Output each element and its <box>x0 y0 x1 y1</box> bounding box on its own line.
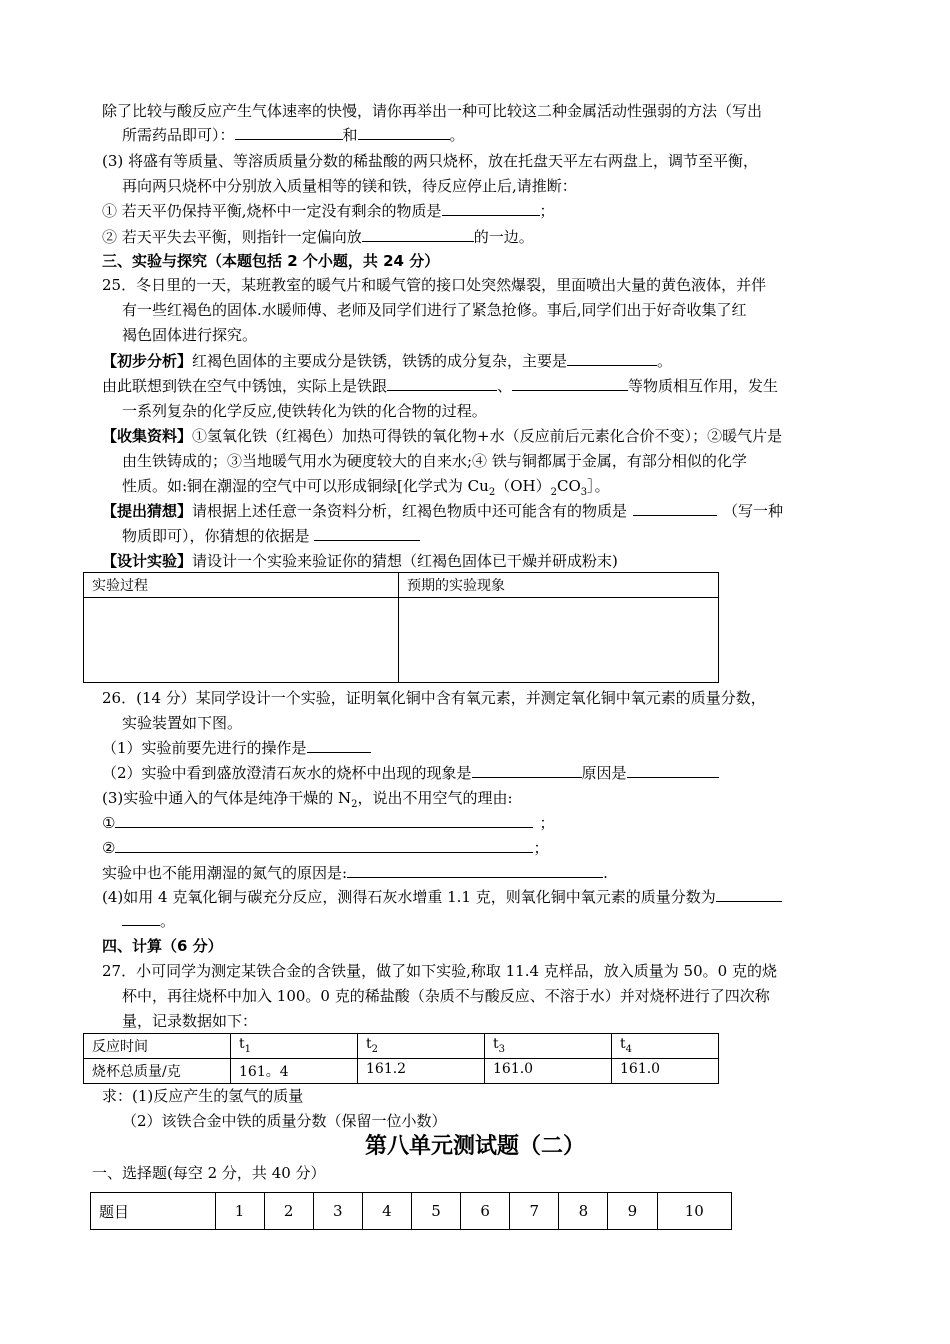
subscript: 3 <box>498 1043 506 1055</box>
mass-cell: 161.0 <box>485 1059 612 1084</box>
q24-case2 <box>102 226 534 248</box>
grid-number: 4 <box>362 1193 411 1230</box>
q26-reason1 <box>102 812 554 834</box>
grid-number: 1 <box>215 1193 264 1230</box>
answer-blank[interactable] <box>235 124 343 140</box>
table-header: 预期的实验现象 <box>399 573 719 598</box>
answer-blank[interactable] <box>115 837 533 853</box>
q24-part3-line2: 再向两只烧杯中分别放入质量相等的镁和铁，待反应停止后,请推断： <box>122 177 577 195</box>
q26-part1 <box>102 737 371 759</box>
q26-part2-reason: 原因是 <box>581 764 627 782</box>
subscript: 2 <box>550 487 557 498</box>
q26-part2 <box>102 762 719 784</box>
q27-line3: 量，记录数据如下： <box>122 1012 258 1030</box>
q26-part4-text: (4)如用 4 克氧化铜与碳充分反应，测得石灰水增重 1.1 克，则氧化铜中氧元素的质量分数为 <box>102 888 716 906</box>
answer-blank[interactable] <box>115 812 533 828</box>
q26-wet-text: 实验中也不能用潮湿的氮气的原因是: <box>102 864 348 882</box>
table-header: 实验过程 <box>84 573 399 598</box>
q24-case1 <box>102 200 555 222</box>
subscript: 2 <box>351 799 358 810</box>
q25-relate-line2: 一系列复杂的化学反应,使铁转化为铁的化合物的过程。 <box>122 402 487 420</box>
q26-reason2-end: ； <box>533 839 549 857</box>
answer-blank[interactable] <box>567 350 657 366</box>
q24-and: 和 <box>342 126 358 144</box>
mass-cell: 161.2 <box>358 1059 485 1084</box>
time-cell <box>612 1034 719 1059</box>
answer-blank[interactable] <box>512 375 628 391</box>
answer-cell[interactable] <box>399 598 719 683</box>
time-symbol: t <box>239 1036 245 1052</box>
answer-blank[interactable] <box>472 762 582 778</box>
section3-heading: 三、实验与探究（本题包括 2 个小题，共 24 分） <box>102 252 440 270</box>
section4-heading: 四、计算（6 分） <box>102 937 223 955</box>
mass-table <box>83 1033 719 1084</box>
collect-line3-a: 性质。如:铜在潮湿的空气中可以形成铜绿[化学式为 Cu <box>122 477 489 495</box>
guess-basis: 物质即可），你猜想的依据是 <box>122 527 310 545</box>
q25-line2: 有一些红褐色的固体.水暖师傅、老师及同学们进行了紧急抢修。事后,同学们出于好奇收集了红 <box>122 301 747 319</box>
subscript: 4 <box>625 1043 633 1055</box>
q25-line3: 褐色固体进行探究。 <box>122 326 258 344</box>
time-cell <box>358 1034 485 1059</box>
relate-sep: 、 <box>497 377 513 395</box>
design-text: 请设计一个实验来验证你的猜想（红褐色固体已干燥并研成粉末) <box>192 552 618 570</box>
answer-blank[interactable] <box>122 910 160 926</box>
answer-blank[interactable] <box>314 525 420 541</box>
row-label: 反应时间 <box>84 1034 231 1059</box>
answer-blank[interactable] <box>358 124 450 140</box>
answer-blank[interactable] <box>716 886 782 902</box>
q27-ask1: 求：(1)反应产生的氢气的质量 <box>102 1087 304 1105</box>
q26-part4-cont <box>122 910 175 932</box>
relate-text-b: 等物质相互作用，发生 <box>628 377 779 395</box>
q24-line2-end: 。 <box>449 126 465 144</box>
q24-case2-end: 的一边。 <box>473 228 534 246</box>
q26-reason1-end: ； <box>539 814 555 832</box>
time-cell <box>485 1034 612 1059</box>
design-tag: 【设计实验】 <box>102 552 193 570</box>
collect-tag: 【收集资料】 <box>102 427 193 445</box>
grid-number: 2 <box>264 1193 313 1230</box>
grid-number: 5 <box>411 1193 460 1230</box>
collect-line3-b: （OH） <box>495 477 551 495</box>
q24-line2-text: 所需药品即可）： <box>122 126 235 144</box>
grid-number: 6 <box>461 1193 510 1230</box>
q26-part1-text: （1）实验前要先进行的操作是 <box>102 739 307 757</box>
subscript: 1 <box>244 1043 252 1055</box>
q25-collect-line1 <box>102 425 782 447</box>
q24-case2-text: ② 若天平失去平衡，则指针一定偏向放 <box>102 228 362 246</box>
relate-text: 由此联想到铁在空气中锈蚀，实际上是铁跟 <box>102 377 388 395</box>
guess-text: 请根据上述任意一条资料分析，红褐色物质中还可能含有的物质是 <box>192 502 628 520</box>
q25-guess-line2 <box>122 525 420 547</box>
analysis-text: 红褐色固体的主要成分是铁锈，铁锈的成分复杂，主要是 <box>192 352 568 370</box>
mass-cell: 161。4 <box>231 1059 358 1084</box>
row-label: 烧杯总质量/克 <box>84 1059 231 1084</box>
grid-number: 8 <box>559 1193 608 1230</box>
time-symbol: t <box>493 1036 499 1052</box>
unit-title: 第八单元测试题（二） <box>364 1134 585 1159</box>
q25-guess-line1 <box>102 500 783 522</box>
q26-part4 <box>102 886 782 908</box>
guess-end: （写一种 <box>723 502 784 520</box>
answer-grid <box>90 1192 732 1230</box>
q27-ask2: （2）该铁合金中铁的质量分数（保留一位小数） <box>122 1112 447 1130</box>
q27-line2: 杯中，再往烧杯中加入 100。0 克的稀盐酸（杂质不与酸反应、不溶于水）并对烧杯进行了四次称 <box>122 987 770 1005</box>
circled-1: ① <box>102 814 116 832</box>
q24-line1: 除了比较与酸反应产生气体速率的快慢，请你再举出一种可比较这二种金属活动性强弱的方法（写出 <box>102 102 763 120</box>
guess-tag: 【提出猜想】 <box>102 502 193 520</box>
answer-blank[interactable] <box>362 226 474 242</box>
q26-wet-end: . <box>603 864 608 882</box>
q26-line1: 26．(14 分）某同学设计一个实验，证明氧化铜中含有氧元素，并测定氧化铜中氧元素的质量分数， <box>102 689 766 707</box>
q26-part3-a: (3)实验中通入的气体是纯净干燥的 N <box>102 789 352 807</box>
time-symbol: t <box>620 1036 626 1052</box>
grid-number: 3 <box>313 1193 362 1230</box>
mass-cell: 161.0 <box>612 1059 719 1084</box>
answer-blank[interactable] <box>307 737 371 753</box>
q24-case1-end: ； <box>539 202 555 220</box>
answer-blank[interactable] <box>387 375 497 391</box>
q26-wet <box>102 862 608 884</box>
analysis-end: 。 <box>657 352 673 370</box>
grid-number: 7 <box>510 1193 559 1230</box>
answer-blank[interactable] <box>633 500 717 516</box>
answer-blank[interactable] <box>347 862 603 878</box>
grid-number: 10 <box>657 1193 732 1230</box>
q24-part3-line1: (3) 将盛有等质量、等溶质质量分数的稀盐酸的两只烧杯，放在托盘天平左右两盘上，调节至平衡， <box>102 152 759 170</box>
q26-line2: 实验装置如下图。 <box>122 714 243 732</box>
q24-case1-text: ① 若天平仍保持平衡,烧杯中一定没有剩余的物质是 <box>102 202 442 220</box>
grid-number: 9 <box>608 1193 657 1230</box>
subscript: 2 <box>488 487 496 498</box>
q27-line1: 27．小可同学为测定某铁合金的含铁量，做了如下实验,称取 11.4 克样品，放入质量为 50。0 克的烧 <box>102 962 777 980</box>
q25-relate <box>102 375 778 397</box>
q24-line2 <box>122 124 465 146</box>
q26-reason2 <box>102 837 548 859</box>
subscript: 3 <box>580 487 588 498</box>
answer-cell[interactable] <box>84 598 399 683</box>
q26-part2-text: （2）实验中看到盛放澄清石灰水的烧杯中出现的现象是 <box>102 764 472 782</box>
q26-part3-b: ，说出不用空气的理由: <box>357 789 513 807</box>
grid-label: 题目 <box>91 1193 216 1230</box>
time-cell <box>231 1034 358 1059</box>
circled-2: ② <box>102 839 116 857</box>
collect-line3-c: CO <box>556 477 581 495</box>
q25-line1: 25．冬日里的一天，某班教室的暖气片和暖气管的接口处突然爆裂，里面喷出大量的黄色液体，并伴 <box>102 276 767 294</box>
experiment-table <box>83 572 719 683</box>
collect-line3-d: ］。 <box>587 477 610 495</box>
q25-collect-line2: 由生铁铸成的；③当地暖气用水为硬度较大的自来水;④ 铁与铜都属于金属，有部分相似的化学 <box>122 452 747 470</box>
q26-part4-end: 。 <box>160 912 176 930</box>
collect-text: ①氢氧化铁（红褐色）加热可得铁的氧化物+水（反应前后元素化合价不变）；②暖气片是 <box>192 427 783 445</box>
subscript: 2 <box>371 1043 379 1055</box>
q25-analysis <box>102 350 672 372</box>
choice-heading: 一、选择题(每空 2 分，共 40 分） <box>92 1164 326 1182</box>
analysis-tag: 【初步分析】 <box>102 352 193 370</box>
answer-blank[interactable] <box>627 762 719 778</box>
q25-design <box>102 550 618 572</box>
answer-blank[interactable] <box>442 200 540 216</box>
time-symbol: t <box>366 1036 372 1052</box>
